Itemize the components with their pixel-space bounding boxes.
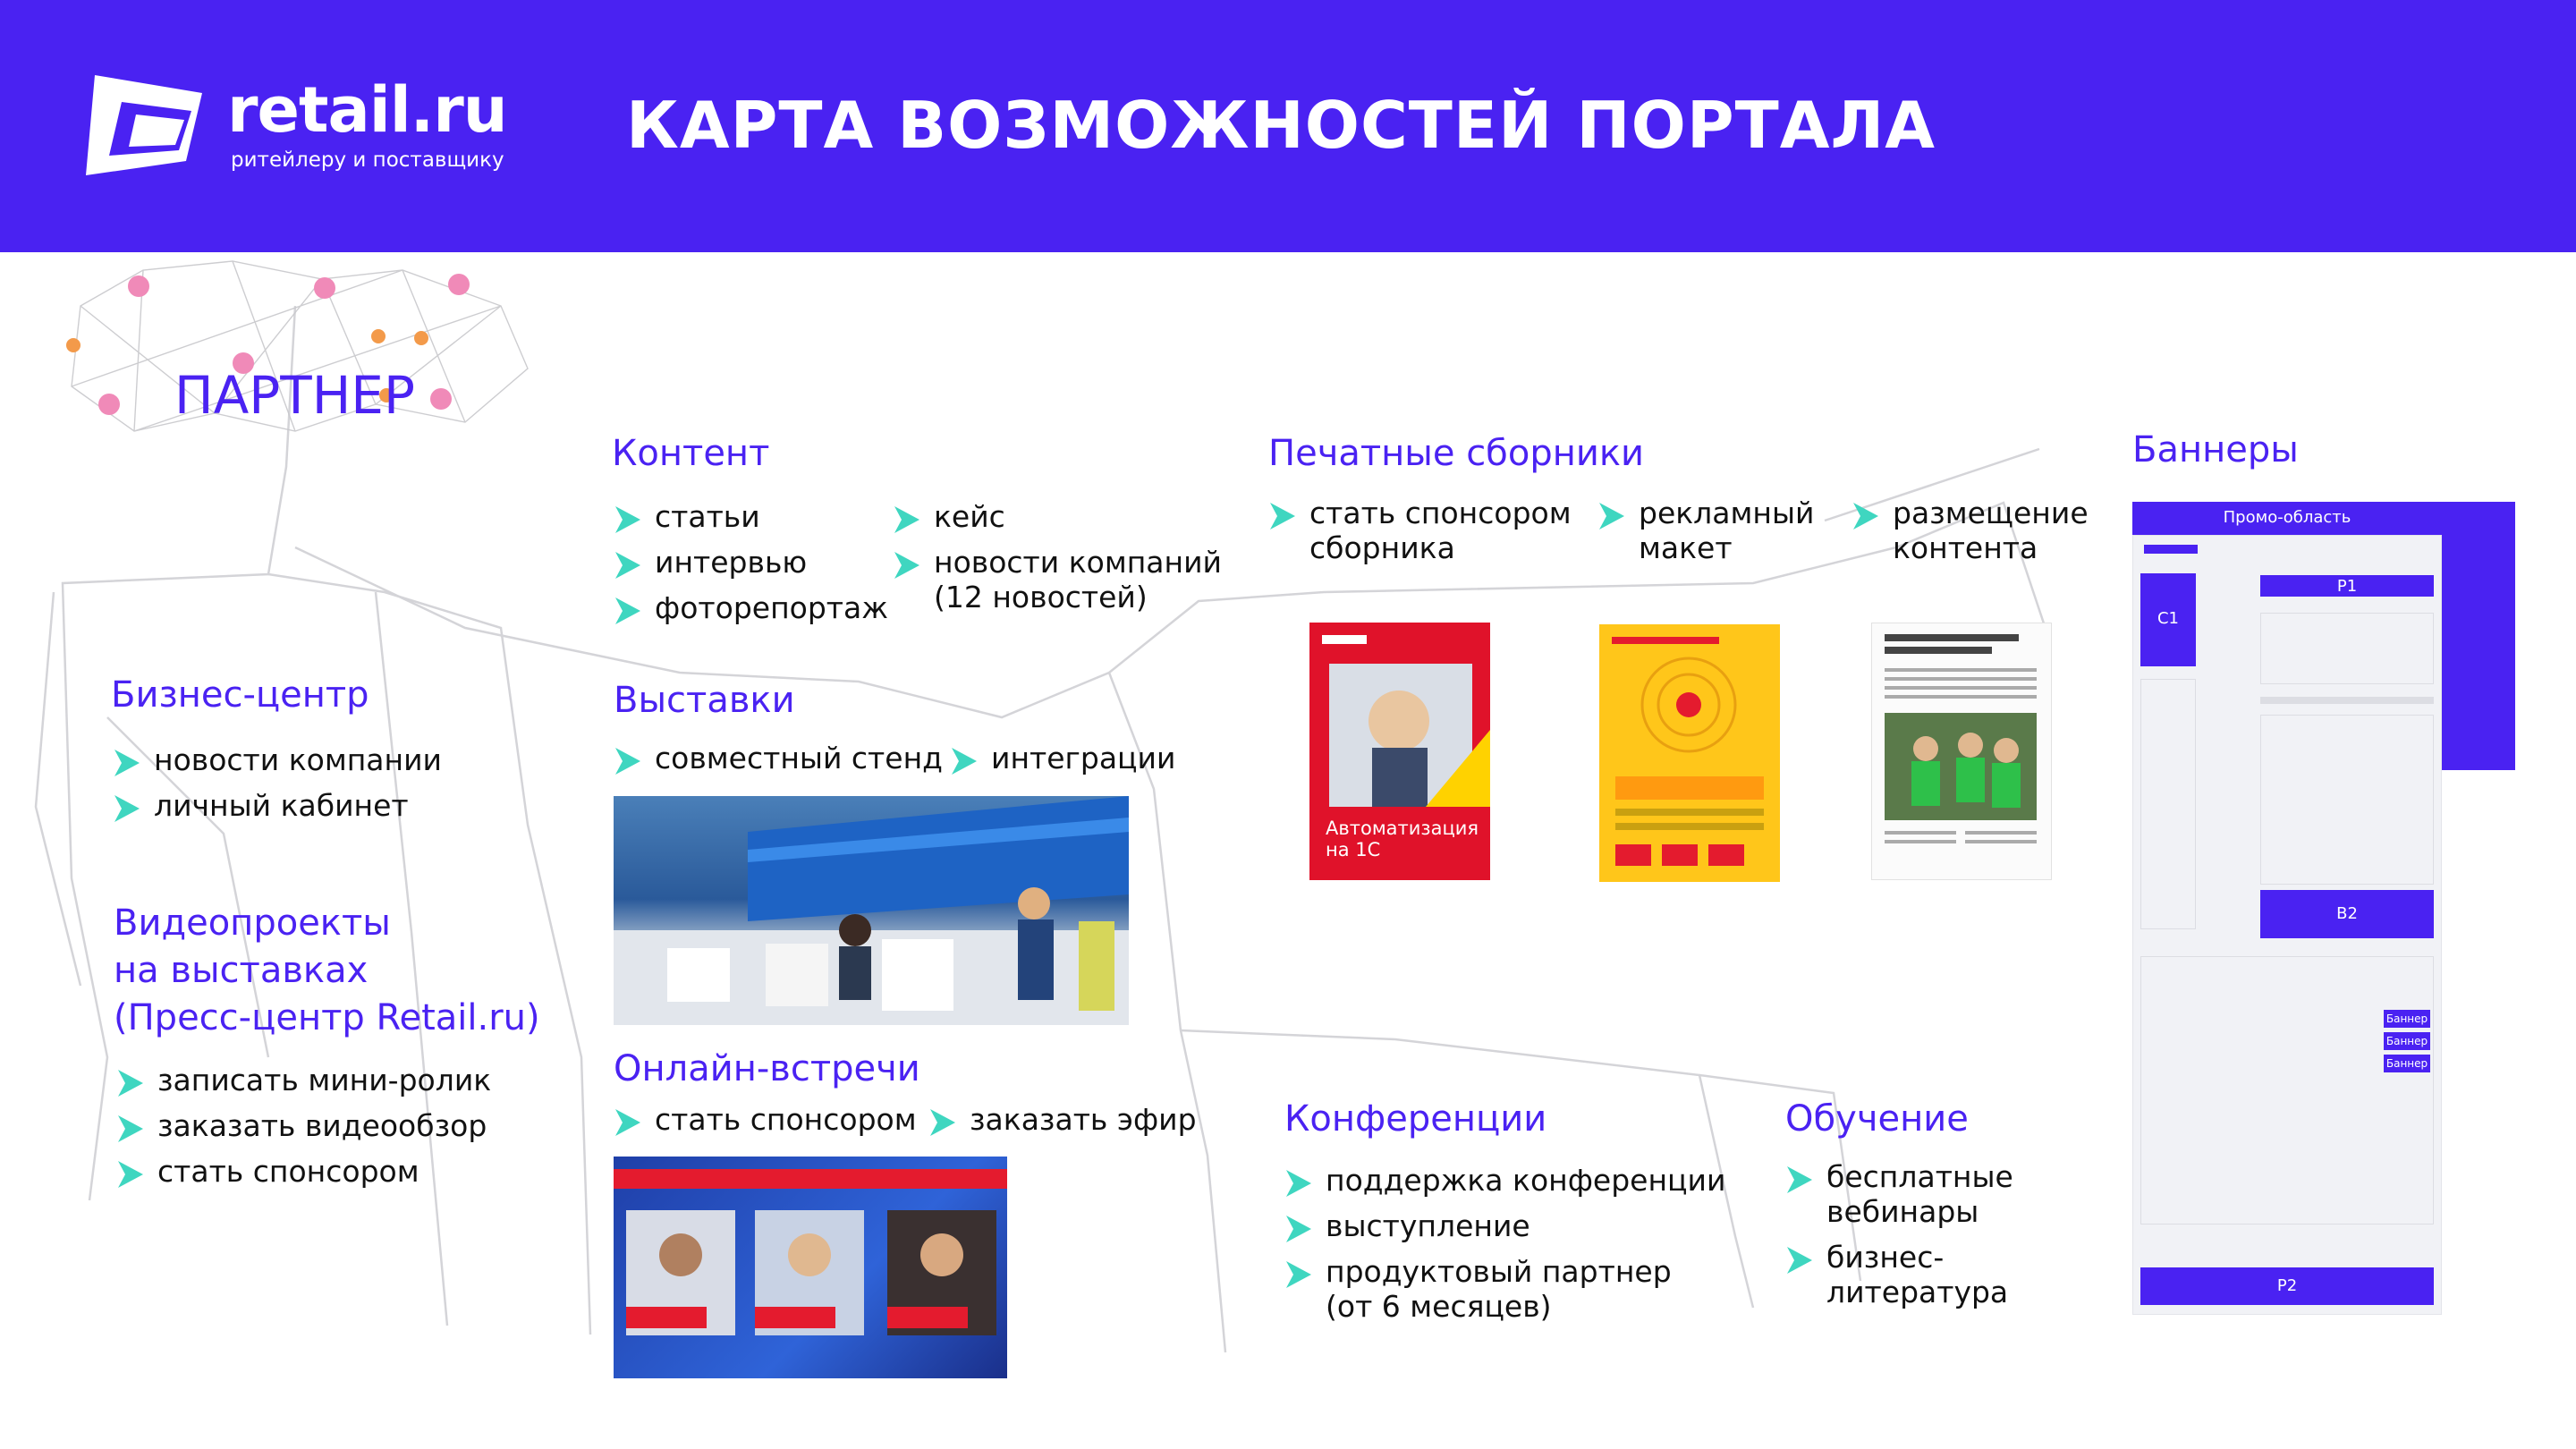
banner-slot-p2[interactable]: P2 [2140, 1267, 2434, 1305]
list-item[interactable]: заказать эфир [928, 1102, 1197, 1137]
mockup-line [2260, 697, 2434, 704]
list-item[interactable]: личный кабинет [113, 788, 442, 823]
arrow-bullet-icon [1284, 1214, 1315, 1244]
partner-title: ПАРТНЕР [174, 365, 415, 426]
logo-mark-icon [86, 75, 211, 179]
mockup-left-column [2140, 679, 2196, 929]
arrow-bullet-icon [893, 504, 923, 535]
arrow-bullet-icon [614, 504, 644, 535]
arrow-bullet-icon [113, 793, 143, 824]
list-item[interactable]: фоторепортаж [614, 590, 888, 625]
video-projects-list [116, 1063, 491, 1199]
list-item[interactable]: бизнес- литература [1785, 1240, 2013, 1309]
conferences-list [1284, 1163, 1725, 1335]
banner-slot-p1[interactable]: P1 [2260, 575, 2434, 597]
arrow-bullet-icon [1852, 501, 1882, 531]
arrow-bullet-icon [116, 1114, 147, 1144]
list-item[interactable]: интеграции [950, 741, 1175, 775]
printed-list-2 [1597, 496, 1814, 576]
arrow-bullet-icon [113, 748, 143, 778]
list-item[interactable]: рекламный макет [1597, 496, 1814, 565]
list-item[interactable]: продуктовый партнер (от 6 месяцев) [1284, 1254, 1725, 1324]
arrow-bullet-icon [614, 596, 644, 626]
video-projects-title[interactable]: Видеопроекты на выставках (Пресс-центр Retail.ru) [114, 902, 540, 1038]
promo-area-label: Промо-область [2223, 508, 2351, 527]
arrow-bullet-icon [1597, 501, 1628, 531]
list-item[interactable]: бесплатные вебинары [1785, 1159, 2013, 1229]
mockup-logo [2144, 545, 2198, 554]
exhibitions-list-b [950, 741, 1175, 786]
page-title: КАРТА ВОЗМОЖНОСТЕЙ ПОРТАЛА [626, 88, 1936, 163]
arrow-bullet-icon [1284, 1259, 1315, 1290]
banner-page-mockup [2132, 535, 2442, 1315]
mockup-card-row [2260, 613, 2434, 684]
business-center-list [113, 742, 442, 834]
list-item[interactable]: стать спонсором сборника [1268, 496, 1572, 565]
printed-list-1 [1268, 496, 1572, 576]
side-banner-1[interactable]: Баннер [2384, 1010, 2430, 1028]
arrow-bullet-icon [1785, 1165, 1816, 1195]
magazine-red-caption: Автоматизация на 1С [1326, 818, 1479, 860]
exhibition-booth-photo [614, 796, 1129, 1025]
arrow-bullet-icon [116, 1068, 147, 1098]
arrow-bullet-icon [1268, 501, 1299, 531]
content-list-col2 [893, 499, 1222, 625]
video-illustration [614, 1157, 1007, 1378]
side-banner-2[interactable]: Баннер [2384, 1032, 2430, 1050]
online-meetings-list-b [928, 1102, 1197, 1148]
mockup-content-area [2260, 715, 2434, 885]
business-center-title[interactable]: Бизнес-центр [111, 674, 369, 716]
header-bar [0, 0, 2576, 252]
magazine-cover-yellow[interactable] [1599, 624, 1780, 882]
arrow-bullet-icon [1785, 1245, 1816, 1275]
list-item[interactable]: статьи [614, 499, 888, 534]
logo-name: retail.ru [227, 73, 507, 147]
magazine-yellow-art [1599, 624, 1780, 882]
list-item[interactable]: стать спонсором [116, 1154, 491, 1189]
printed-title[interactable]: Печатные сборники [1268, 433, 1645, 474]
exhibitions-title[interactable]: Выставки [614, 680, 795, 721]
magazine-page-article[interactable] [1871, 623, 2052, 880]
banner-slot-b2[interactable]: B2 [2260, 890, 2434, 938]
online-meeting-video-thumbnail[interactable] [614, 1157, 1007, 1378]
list-item[interactable]: совместный стенд [614, 741, 943, 775]
list-item[interactable]: новости компании [113, 742, 442, 777]
printed-list-3 [1852, 496, 2089, 576]
exhibitions-list-a [614, 741, 943, 786]
online-meetings-title[interactable]: Онлайн-встречи [614, 1048, 920, 1089]
list-item[interactable]: записать мини-ролик [116, 1063, 491, 1097]
logo-tagline: ритейлеру и поставщику [231, 148, 504, 172]
list-item[interactable]: интервью [614, 545, 888, 580]
content-list-col1 [614, 499, 888, 636]
education-list [1785, 1159, 2013, 1320]
arrow-bullet-icon [950, 746, 980, 776]
content-title[interactable]: Контент [612, 433, 770, 474]
arrow-bullet-icon [614, 746, 644, 776]
list-item[interactable]: заказать видеообзор [116, 1108, 491, 1143]
magazine-white-art [1872, 623, 2051, 879]
list-item[interactable]: стать спонсором [614, 1102, 917, 1137]
list-item[interactable]: выступление [1284, 1208, 1725, 1243]
arrow-bullet-icon [614, 1107, 644, 1138]
booth-illustration [614, 796, 1129, 1025]
arrow-bullet-icon [1284, 1168, 1315, 1199]
conferences-title[interactable]: Конференции [1284, 1098, 1547, 1140]
mockup-bottom-grid [2140, 956, 2434, 1224]
online-meetings-list-a [614, 1102, 917, 1148]
arrow-bullet-icon [116, 1159, 147, 1190]
magazine-cover-automation[interactable] [1309, 623, 1490, 880]
education-title[interactable]: Обучение [1785, 1098, 1969, 1140]
list-item[interactable]: кейс [893, 499, 1222, 534]
arrow-bullet-icon [614, 550, 644, 580]
banners-title[interactable]: Баннеры [2132, 429, 2299, 470]
arrow-bullet-icon [928, 1107, 959, 1138]
list-item[interactable]: размещение контента [1852, 496, 2089, 565]
list-item[interactable]: новости компаний (12 новостей) [893, 545, 1222, 614]
side-banner-3[interactable]: Баннер [2384, 1055, 2430, 1072]
banner-slot-c1[interactable]: C1 [2140, 573, 2196, 666]
arrow-bullet-icon [893, 550, 923, 580]
list-item[interactable]: поддержка конференции [1284, 1163, 1725, 1198]
retail-logo[interactable] [86, 75, 551, 182]
